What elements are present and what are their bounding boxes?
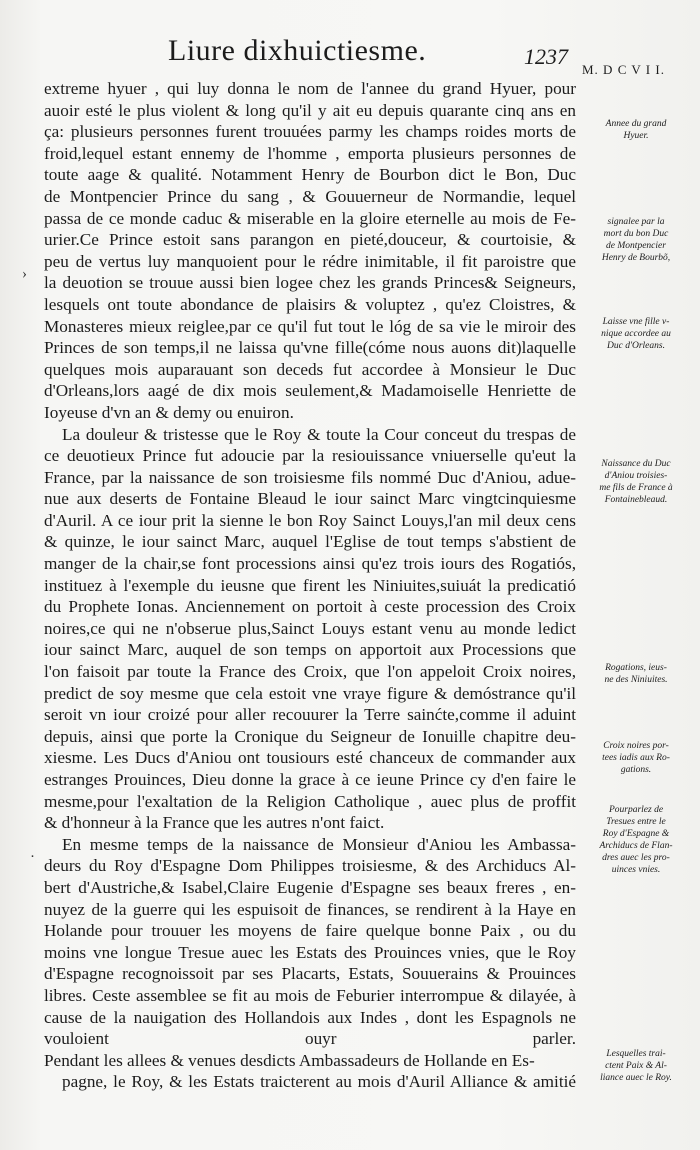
margin-note-line: de Montpencier xyxy=(606,241,666,251)
margin-note-line: Laisse vne fille v- xyxy=(602,317,670,327)
margin-marker-icon: · xyxy=(30,849,35,865)
text-line: nuyez de la guerre qui les espuisoit de finances, se rendirent à la Haye en xyxy=(44,899,576,919)
text-line: ce deuotieux Prince fut adoucie par la resiouissance vniuerselle qu'eut la xyxy=(44,446,576,466)
margin-note xyxy=(577,740,695,776)
margin-note-line: Lesquelles trai- xyxy=(606,1049,666,1059)
text-line: ça: plusieurs personnes furent trouuées parmy les champs roides morts de xyxy=(44,122,576,142)
margin-note xyxy=(577,1048,695,1084)
text-line: En mesme temps de la naissance de Monsieur d'Aniou les Ambassa- xyxy=(62,834,576,854)
text-line: France, par la naissance de son troisiesme fils nommé Duc d'Aniou, adue- xyxy=(44,467,576,487)
margin-note-line: d'Aniou troisies- xyxy=(604,471,668,481)
text-line: lesquels ont toute abondance de plaisirs & voluptez , qu'ez Cloistres, & xyxy=(44,294,576,314)
text-line: moins vne longue Tresue auec les Estats des Prouinces vnies, que le Roy xyxy=(44,942,576,962)
year-heading: M. D C V I I. xyxy=(582,62,665,77)
margin-note-line: signalee par la xyxy=(607,217,665,227)
text-line: mesme,pour l'exaltation de la Religion Catholique , auec plus de proffit xyxy=(44,791,576,811)
text-line: bert d'Austriche,& Isabel,Claire Eugenie d'Espagne ses beaux freres , en- xyxy=(44,877,576,897)
text-line: & d'honneur à la France que les autres n'ont faict. xyxy=(44,813,385,833)
margin-note-line: Rogations, ieus- xyxy=(605,663,667,673)
text-line: la deuotion se trouue aussi bien logee chez les grands Princes& Seigneurs, xyxy=(44,273,576,293)
margin-note-line: Henry de Bourbõ, xyxy=(601,253,671,263)
margin-note xyxy=(577,316,695,352)
margin-marker-icon: › xyxy=(22,266,27,282)
margin-note-line: Tresues entre le xyxy=(606,817,666,827)
text-line: deurs du Roy d'Espagne Dom Philippes troisiesme, & des Archiducs Al- xyxy=(44,856,576,876)
text-line: extreme hyuer , qui luy donna le nom de l'annee du grand Hyuer, pour xyxy=(44,79,576,98)
margin-note-line: mort du bon Duc xyxy=(603,229,669,239)
text-line: libres. Ceste assemblee se fit au mois de Feburier interrompue & dilayée, à xyxy=(44,985,576,1005)
page-number: 1237 xyxy=(524,44,568,69)
margin-note xyxy=(577,118,695,142)
margin-note-line: ne des Niniuites. xyxy=(604,675,668,685)
margin-note-line: nique accordee au xyxy=(601,329,671,339)
margin-note-line: dres auec les pro- xyxy=(602,853,670,863)
margin-note-line: Archiducs de Flan- xyxy=(599,841,673,851)
text-line: Princes de son temps,il ne laissa qu'vne fille(cóme nous auons dit)laquelle xyxy=(44,338,576,358)
text-line: Monasteres mieux reiglee,par ce qu'il fut tout le lóg de sa vie le miroir des xyxy=(44,316,576,336)
text-line: Holande pour trouuer les moyens de faire quelque bonne Paix , ou du xyxy=(44,921,576,941)
margin-note-line: Naissance du Duc xyxy=(601,459,671,469)
text-line: Pendant les allees & venues desdicts Ambassadeurs de Hollande en Es- xyxy=(44,1050,535,1070)
text-line: nue aux deserts de Fontaine Bleaud le iour sainct Marc vingtcinquiesme xyxy=(44,489,576,509)
text-line: toute aage & qualité. Notamment Henry de Bourbon dict le Bon, Duc xyxy=(44,165,576,185)
margin-note-line: tees iadis aux Ro- xyxy=(602,753,670,763)
main-text xyxy=(44,78,576,1093)
text-line: d'Auril. A ce iour prit la sienne le bon Roy Sainct Louys,l'an mil deux cens xyxy=(44,510,576,530)
margin-note-line: Annee du grand xyxy=(605,119,667,129)
margin-note-line: Duc d'Orleans. xyxy=(607,341,665,351)
page-header xyxy=(0,28,700,77)
margin-note-line: ctent Paix & Al- xyxy=(605,1061,667,1071)
text-line: depuis, ainsi que porte la Cronique du Seigneur de Ionuille chapitre deu- xyxy=(44,726,576,746)
text-line: d'Orleans,lors aagé de dix mois seulement,& Madamoiselle Henriette de xyxy=(44,381,576,401)
text-line: iour sainct Marc, auquel de son temps on apportoit aux Processions que xyxy=(44,640,576,660)
margin-note-line: Fontainebleaud. xyxy=(604,495,668,505)
text-line: passa de ce monde caduc & miserable en la gloire eternelle au mois de Fe- xyxy=(44,208,576,228)
margin-note xyxy=(577,216,695,264)
margin-note-line: liance auec le Roy. xyxy=(600,1073,672,1083)
text-line: d'Espagne recognoissoit par ses Placarts, Estats, Souuerains & Prouinces xyxy=(44,964,576,984)
margin-note xyxy=(577,458,695,506)
margin-note-line: uinces vnies. xyxy=(611,865,661,875)
text-line: vouloient ouyr parler. xyxy=(44,1029,576,1049)
text-line: cause de la nauigation des Hollandois aux Indes , dont les Espagnols ne xyxy=(44,1007,576,1027)
text-line: Ioyeuse d'vn an & demy ou enuiron. xyxy=(44,402,294,422)
margin-note-line: Croix noires por- xyxy=(603,741,669,751)
text-line: froid,lequel estant ennemy de l'homme , emporta plusieurs personnes de xyxy=(44,143,576,163)
text-line: xiesme. Les Ducs d'Aniou ont tousiours esté chanceux de commander aux xyxy=(44,748,576,768)
text-line: quelques mois auparauant son deceds fut accordee à Monsieur le Duc xyxy=(44,359,576,379)
margin-note xyxy=(577,662,695,686)
text-line: seroit vn iour croizé pour aller recouurer la Terre sainćte,comme il aduint xyxy=(44,705,576,725)
text-line: estranges Prouinces, Dieu donne la grace à ce ieune Prince cy d'en faire le xyxy=(44,770,576,789)
text-line: du Prophete Ionas. Anciennement on portoit à ceste procession des Croix xyxy=(44,597,576,617)
text-line: La douleur & tristesse que le Roy & toute la Cour conceut du trespas de xyxy=(62,424,576,444)
text-line: auoir esté le plus violent & long qu'il y ait eu depuis quarante cinq ans en xyxy=(44,100,576,120)
text-line: & quinze, le iour sainct Marc, auquel l'Eglise de tout temps s'abstient de xyxy=(44,532,576,552)
margin-note-line: me fils de France à xyxy=(599,483,673,493)
margin-note-line: Roy d'Espagne & xyxy=(602,829,670,839)
text-line: pagne, le Roy, & les Estats traicterent au mois d'Auril Alliance & amitié xyxy=(62,1072,576,1092)
margin-note-line: Hyuer. xyxy=(623,131,649,141)
text-line: l'on faisoit par toute la France des Croix, que l'on appeloit Croix noires, xyxy=(44,662,576,682)
text-line: urier.Ce Prince estoit sans parangon en pieté,douceur, & courtoisie, & xyxy=(44,230,576,250)
text-line: peu de vertus luy manquoient pour le rédre inimitable, il fit paroistre que xyxy=(44,251,576,271)
margin-note xyxy=(577,804,695,876)
margin-note-line: gations. xyxy=(620,765,652,775)
text-line: manger de la chair,se font processions ainsi qu'ez trois iours des Rogatiós, xyxy=(44,554,576,574)
running-title: Liure dixhuictiesme. xyxy=(168,34,427,67)
margin-note-line: Pourparlez de xyxy=(608,805,664,815)
text-line: instituez à l'exemple du ieusne que firent les Niniuites,suiuát la predicatió xyxy=(44,575,576,595)
text-line: de Montpencier Prince du sang , & Gouuerneur de Normandie, lequel xyxy=(44,186,576,206)
text-line: noires,ce qui ne n'obserue plus,Sainct Louys estant venu au monde ledict xyxy=(44,618,576,638)
text-line: predict de soy mesme que cela estoit vne vraye figure & demóstrance qu'il xyxy=(44,683,576,703)
